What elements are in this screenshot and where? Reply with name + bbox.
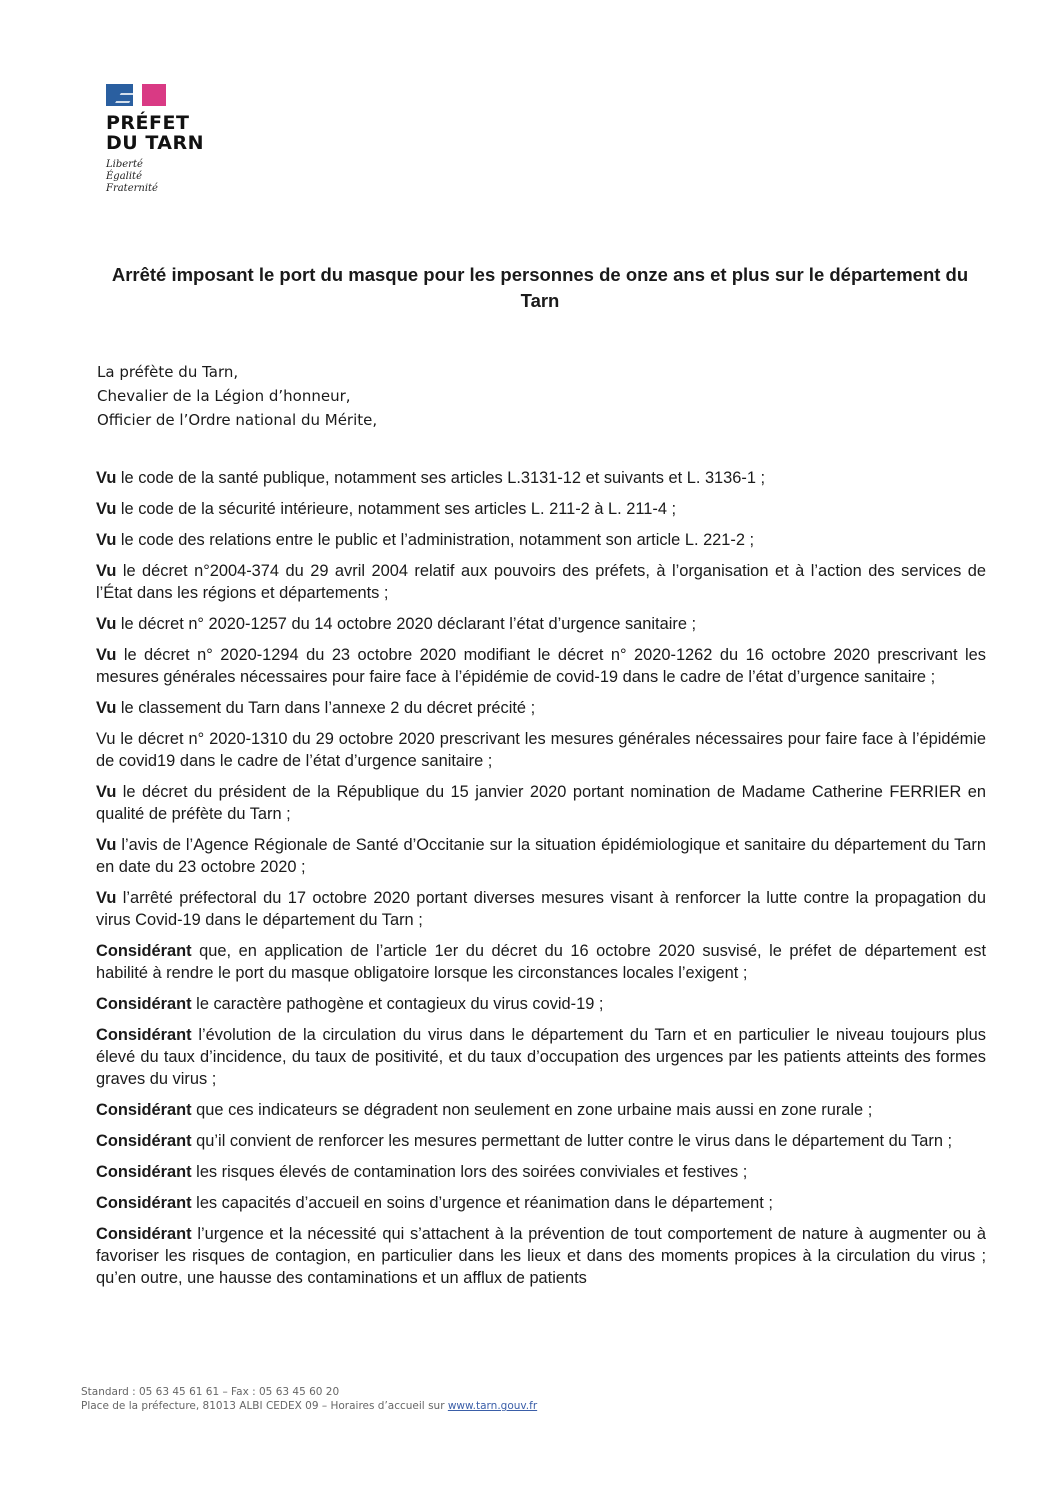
clause-lead: Considérant [96, 1026, 192, 1044]
footer-address: Place de la préfecture, 81013 ALBI CEDEX 09 – Horaires d’accueil sur [81, 1400, 448, 1412]
clause-paragraph [96, 529, 986, 551]
motto-liberte: Liberté [106, 159, 143, 170]
clause-text: le décret n° 2020-1257 du 14 octobre 2020 déclarant l’état d’urgence sanitaire ; [116, 615, 697, 633]
clause-paragraph [96, 940, 986, 984]
clause-text: le décret n° 2020-1294 du 23 octobre 2020 modifiant le décret n° 2020-1262 du 16 octobre 2020 prescrivant les mesures générales nécessaires pour faire face à l’épidémie de covid-19 dans le cadre de l’état d’urgence sanitaire ; [96, 646, 986, 686]
clause-paragraph [96, 1099, 986, 1121]
clause-lead: Vu [96, 562, 117, 580]
clause-lead: Vu [96, 836, 117, 854]
clause-paragraph [96, 613, 986, 635]
clause-lead: Considérant [96, 942, 192, 960]
clause-paragraph [96, 1161, 986, 1183]
clause-paragraph [96, 467, 986, 489]
clause-lead: Considérant [96, 1132, 192, 1150]
motto [106, 159, 204, 195]
clause-paragraph [96, 993, 986, 1015]
clause-lead: Considérant [96, 995, 192, 1013]
clause-lead: Vu [96, 699, 117, 717]
authority-block [97, 360, 377, 432]
clause-lead: Vu [96, 889, 117, 907]
clause-lead: Vu [96, 646, 117, 664]
motto-fraternite: Fraternité [106, 183, 158, 194]
flag-red-block [142, 84, 166, 106]
clause-paragraph [96, 560, 986, 604]
clause-text: le code des relations entre le public et l’administration, notamment son article L. 221-2 ; [116, 531, 755, 549]
clause-text: que ces indicateurs se dégradent non seulement en zone urbaine mais aussi en zone rurale ; [191, 1101, 873, 1119]
clause-text: les risques élevés de contamination lors des soirées conviviales et festives ; [191, 1163, 748, 1181]
clause-text: le décret n°2004-374 du 29 avril 2004 relatif aux pouvoirs des préfets, à l’organisation et à l’action des services de l’État dans les régions et départements ; [96, 562, 986, 602]
clause-text: que, en application de l’article 1er du décret du 16 octobre 2020 susvisé, le préfet de département est habilité à rendre le port du masque obligatoire lorsque les circonstances locales l’exigent ; [96, 942, 986, 982]
authority-line: Chevalier de la Légion d’honneur, [97, 387, 351, 405]
clause-text: le code de la santé publique, notamment ses articles L.3131-12 et suivants et L. 3136-1 ; [116, 469, 766, 487]
clause-paragraph [96, 697, 986, 719]
clause-lead: Vu [96, 730, 116, 748]
clause-lead: Vu [96, 531, 117, 549]
clause-text: les capacités d’accueil en soins d’urgence et réanimation dans le département ; [191, 1194, 773, 1212]
clause-paragraph [96, 498, 986, 520]
clause-text: l’arrêté préfectoral du 17 octobre 2020 portant diverses mesures visant à renforcer la lutte contre la propagation du virus Covid-19 dans le département du Tarn ; [96, 889, 986, 929]
clause-paragraph [96, 887, 986, 931]
authority-line: Officier de l’Ordre national du Mérite, [97, 411, 378, 429]
footer [81, 1385, 537, 1413]
website-link[interactable]: www.tarn.gouv.fr [447, 1400, 538, 1412]
clause-lead: Considérant [96, 1101, 192, 1119]
clause-text: le code de la sécurité intérieure, notamment ses articles L. 211-2 à L. 211-4 ; [116, 500, 677, 518]
document-title: Arrêté imposant le port du masque pour les personnes de onze ans et plus sur le département du Tarn [111, 264, 969, 311]
institution-name [106, 113, 204, 153]
clause-paragraph [96, 1223, 986, 1289]
clause-paragraph [96, 1024, 986, 1090]
clause-text: le décret n° 2020-1310 du 29 octobre 2020 prescrivant les mesures générales nécessaires pour faire face à l’épidémie de covid19 dans le cadre de l’état d’urgence sanitaire ; [96, 730, 986, 770]
clause-lead: Vu [96, 469, 117, 487]
clause-text: l’évolution de la circulation du virus dans le département du Tarn et en particulier le niveau toujours plus élevé du taux d’incidence, du taux de positivité, et du taux d’occupation des urgences par les patients atteints des formes graves du virus ; [96, 1026, 986, 1088]
motto-egalite: Égalité [106, 171, 142, 182]
clause-text: le caractère pathogène et contagieux du virus covid-19 ; [191, 995, 604, 1013]
prefecture-logo [106, 84, 204, 195]
clause-paragraph [96, 781, 986, 825]
clause-paragraph [96, 1192, 986, 1214]
clause-lead: Considérant [96, 1163, 192, 1181]
clauses-list [96, 467, 986, 1298]
clause-text: l’avis de l’Agence Régionale de Santé d’Occitanie sur la situation épidémiologique et sanitaire du département du Tarn en date du 23 octobre 2020 ; [96, 836, 986, 876]
clause-lead: Vu [96, 783, 117, 801]
authority-line: La préfète du Tarn, [97, 363, 239, 381]
clause-lead: Considérant [96, 1225, 192, 1243]
clause-paragraph [96, 834, 986, 878]
clause-lead: Vu [96, 500, 117, 518]
clause-text: l’urgence et la nécessité qui s’attachent à la prévention de tout comportement de nature à augmenter ou à favoriser les risques de contagion, en particulier dans les lieux et dans des moments propices à la circulation du virus ; qu’en outre, une hausse des contaminations et un afflux de patients [96, 1225, 986, 1287]
clause-paragraph [96, 728, 986, 772]
clause-text: le classement du Tarn dans l’annexe 2 du décret précité ; [116, 699, 536, 717]
clause-text: le décret du président de la République du 15 janvier 2020 portant nomination de Madame Catherine FERRIER en qualité de préfète du Tarn ; [96, 783, 986, 823]
clause-paragraph [96, 644, 986, 688]
clause-lead: Considérant [96, 1194, 192, 1212]
footer-address-line [81, 1399, 537, 1413]
institution-line-2: DU TARN [106, 132, 205, 154]
marianne-flag-icon [106, 84, 164, 106]
clause-lead: Vu [96, 615, 117, 633]
clause-paragraph [96, 1130, 986, 1152]
institution-line-1: PRÉFET [106, 112, 190, 134]
clause-text: qu’il convient de renforcer les mesures permettant de lutter contre le virus dans le département du Tarn ; [191, 1132, 953, 1150]
footer-phone-line: Standard : 05 63 45 61 61 – Fax : 05 63 45 60 20 [81, 1386, 340, 1398]
